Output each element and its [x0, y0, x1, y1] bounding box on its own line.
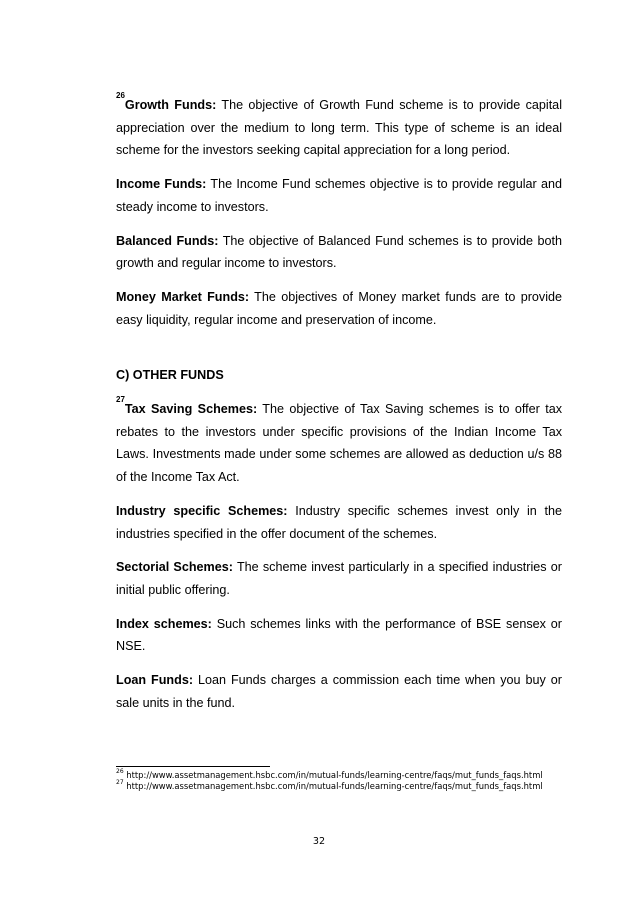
- footnote-separator: [116, 766, 270, 767]
- paragraph-tax-saving-schemes: [116, 395, 562, 489]
- paragraph-industry-specific-schemes: [116, 500, 562, 545]
- footnote-marker: 26: [116, 91, 125, 100]
- paragraph-growth-funds: [116, 91, 562, 162]
- paragraph-text: The objectives of Money market funds are to provide easy liquidity, regular income and preservation of income.: [116, 289, 563, 327]
- footnote-number: 27: [116, 779, 124, 787]
- paragraph-loan-funds: [116, 669, 562, 714]
- footnote-number: 26: [116, 768, 124, 775]
- paragraph-text: Loan Funds charges a commission each time when you buy or sale units in the fund.: [116, 673, 562, 710]
- paragraph-income-funds: [116, 173, 562, 218]
- paragraph-text: The objective of Balanced Fund schemes is to provide both growth and regular income to investors.: [116, 233, 562, 271]
- paragraph-balanced-funds: [116, 230, 562, 275]
- term-label: Balanced Funds:: [116, 233, 219, 248]
- paragraph-text: The scheme invest particularly in a specified industries or initial public offering.: [116, 560, 562, 597]
- paragraph-money-market-funds: [116, 286, 562, 331]
- term-label: Industry specific Schemes:: [116, 503, 288, 518]
- page-body: [116, 91, 563, 714]
- paragraph-text: The objective of Growth Fund scheme is to provide capital appreciation over the medium to long term. This type of scheme is an ideal scheme for the investors seeking capital appreciation for a long period.: [116, 98, 562, 158]
- footnote-26: [116, 770, 562, 781]
- footnote-url[interactable]: http://www.assetmanagement.hsbc.com/in/mutual-funds/learning-centre/faqs/mut_funds_faqs.html: [123, 770, 543, 780]
- page-number: 32: [312, 836, 326, 847]
- term-label: Tax Saving Schemes:: [124, 402, 258, 417]
- paragraph-index-schemes: [116, 613, 562, 658]
- footnote-url[interactable]: http://www.assetmanagement.hsbc.com/in/mutual-funds/learning-centre/faqs/mut_funds_faqs.html: [123, 781, 543, 792]
- footnote-27: [116, 781, 562, 792]
- paragraph-text: Such schemes links with the performance of BSE sensex or NSE.: [116, 616, 562, 654]
- term-label: Loan Funds:: [116, 673, 194, 688]
- term-label: Growth Funds:: [124, 98, 217, 112]
- footnotes: [116, 770, 562, 792]
- term-label: Index schemes:: [116, 616, 212, 631]
- section-heading: C) OTHER FUNDS: [116, 368, 224, 383]
- paragraph-text: The Income Fund schemes objective is to provide regular and steady income to investors.: [116, 177, 562, 214]
- term-label: Income Funds:: [116, 177, 207, 192]
- paragraph-text: The objective of Tax Saving schemes is to offer tax rebates to the investors under specific provisions of the Indian Income Tax Laws. Investments made under some schemes are allowed as deduction u/s 88 of the Income Tax Act.: [116, 402, 562, 485]
- paragraph-sectorial-schemes: [116, 556, 562, 601]
- term-label: Money Market Funds:: [116, 289, 250, 304]
- term-label: Sectorial Schemes:: [116, 560, 233, 575]
- footnote-marker: 27: [116, 395, 125, 405]
- paragraph-text: Industry specific schemes invest only in the industries specified in the offer document of the schemes.: [116, 503, 562, 541]
